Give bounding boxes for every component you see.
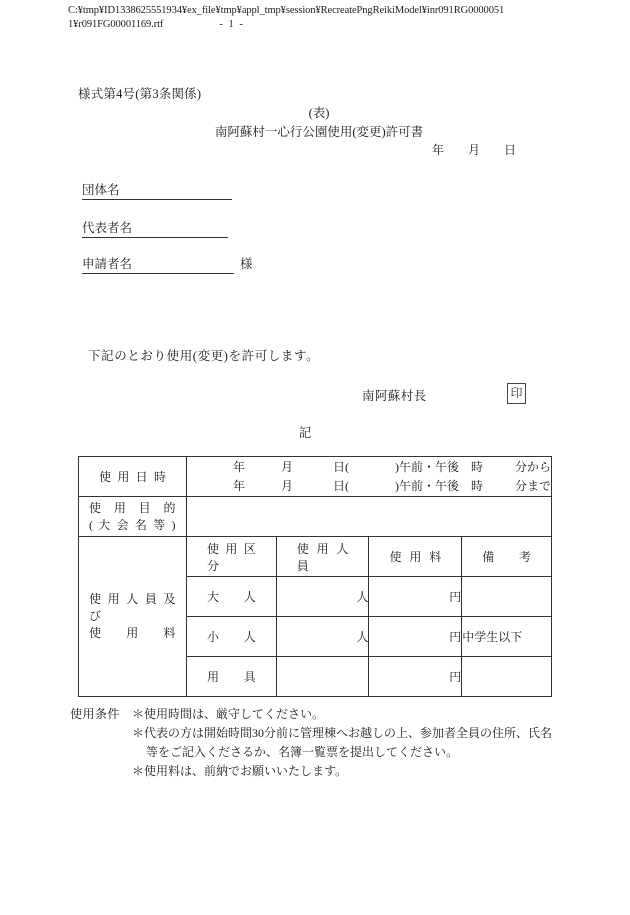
dt1-month: 月 xyxy=(280,459,293,474)
condition-item-3: 等をご記入くださるか、名簿一覧票を提出してください。 xyxy=(146,745,459,759)
dt2-day: 日( xyxy=(332,478,349,493)
cell-purpose-value[interactable] xyxy=(186,497,551,537)
date-header-year: 年 xyxy=(432,143,445,157)
condition-row-2 xyxy=(70,724,590,743)
cell-remarks-adult[interactable] xyxy=(462,577,552,617)
date-header-day: 日 xyxy=(504,143,517,157)
dt2-ampm: )午前・午後 xyxy=(394,478,459,493)
condition-item-2: ＊代表の方は開始時間30分前に管理棟へお越しの上、参加者全員の住所、氏名 xyxy=(132,726,553,740)
table-row-fee-header xyxy=(79,537,552,577)
cell-datetime-value[interactable] xyxy=(186,457,551,497)
cell-people-equipment[interactable] xyxy=(276,657,369,697)
purpose-label-line-1: 使 用 目 的 xyxy=(89,500,176,515)
applicant-name-input[interactable] xyxy=(82,254,234,274)
file-path-line-2-text: 1¥r091FG00001169.rtf xyxy=(68,19,164,30)
ki-marker xyxy=(0,423,630,441)
field-representative-name xyxy=(82,218,228,238)
dt1-ampm: )午前・午後 xyxy=(394,459,459,474)
form-subtitle-text: (表) xyxy=(308,106,330,120)
datetime-label-text: 使 用 日 時 xyxy=(99,470,166,484)
cell-people-fee-label xyxy=(79,537,187,697)
condition-item-1: ＊使用時間は、厳守してください。 xyxy=(132,707,325,721)
condition-row-1 xyxy=(70,705,590,724)
column-header-fee xyxy=(369,537,462,577)
purpose-label-line-2: ( 大 会 名 等 ) xyxy=(89,517,176,532)
people-fee-label-line-2: 使 用 料 xyxy=(89,626,176,640)
group-name-input[interactable] xyxy=(82,180,232,200)
dt1-day: 日( xyxy=(332,459,349,474)
cell-kubun-adult-text: 大 人 xyxy=(206,590,256,604)
cell-fee-equipment[interactable]: 円 xyxy=(369,657,462,697)
cell-kubun-equipment xyxy=(186,657,276,697)
date-header-month: 月 xyxy=(468,143,481,157)
column-header-remarks-text: 備 考 xyxy=(482,550,531,564)
field-applicant-name xyxy=(82,254,253,274)
field-group-name xyxy=(82,180,232,200)
file-path-line-2 xyxy=(68,18,584,32)
cell-remarks-equipment[interactable] xyxy=(462,657,552,697)
permission-statement: 下記のとおり使用(変更)を許可します。 xyxy=(88,349,320,363)
applicant-name-label: 申請者名 xyxy=(82,257,133,271)
datetime-line-2 xyxy=(187,477,551,496)
cell-fee-adult[interactable]: 円 xyxy=(369,577,462,617)
cell-people-child[interactable]: 人 xyxy=(276,617,369,657)
date-header xyxy=(432,141,516,158)
dt2-year: 年 xyxy=(232,478,245,493)
form-subtitle xyxy=(0,103,630,121)
dt2-minute: 分まで xyxy=(514,478,551,493)
cell-fee-child[interactable]: 円 xyxy=(369,617,462,657)
column-header-kubun xyxy=(186,537,276,577)
usage-conditions xyxy=(70,705,590,781)
condition-row-4 xyxy=(70,762,590,781)
cell-kubun-child-text: 小 人 xyxy=(206,630,256,644)
page-number: - 1 - xyxy=(219,19,245,30)
cell-people-adult[interactable]: 人 xyxy=(276,577,369,617)
representative-name-label: 代表者名 xyxy=(82,221,133,235)
dt2-hour: 時 xyxy=(470,478,483,493)
cell-purpose-label xyxy=(79,497,187,537)
mayor-title: 南阿蘇村長 xyxy=(362,389,427,403)
people-fee-label-line-1: 使 用 人 員 及 び xyxy=(89,592,176,623)
column-header-fee-text: 使 用 料 xyxy=(389,550,442,564)
dt2-month: 月 xyxy=(280,478,293,493)
column-header-people xyxy=(276,537,369,577)
column-header-people-text: 使 用 人 員 xyxy=(296,541,349,573)
condition-item-4: ＊使用料は、前納でお願いいたします。 xyxy=(132,764,348,778)
condition-row-3 xyxy=(70,743,590,762)
file-path-line-1: C:¥tmp¥ID1338625551934¥ex_file¥tmp¥appl_tmp¥session¥RecreatePngReikiModel¥inr091RG0000051 xyxy=(68,5,505,16)
column-header-kubun-text: 使 用 区 分 xyxy=(206,541,256,573)
table-row-datetime xyxy=(79,457,552,497)
form-number: 様式第4号(第3条関係) xyxy=(78,87,202,101)
ki-marker-text: 記 xyxy=(298,426,312,440)
cell-kubun-equipment-text: 用 具 xyxy=(206,670,256,684)
seal-stamp-icon: 印 xyxy=(507,383,526,404)
file-path-header xyxy=(68,4,584,32)
cell-kubun-adult xyxy=(186,577,276,617)
dt1-minute: 分から xyxy=(514,459,551,474)
cell-remarks-child: 中学生以下 xyxy=(462,617,552,657)
cell-kubun-child xyxy=(186,617,276,657)
dt1-year: 年 xyxy=(232,459,245,474)
datetime-line-1 xyxy=(187,458,551,477)
cell-datetime-label xyxy=(79,457,187,497)
page-title xyxy=(0,122,630,140)
usage-details-table xyxy=(78,456,552,697)
page-title-text: 南阿蘇村一心行公園使用(変更)許可書 xyxy=(214,125,424,139)
table-row-purpose xyxy=(79,497,552,537)
usage-conditions-title: 使用条件 xyxy=(70,707,121,721)
dt1-hour: 時 xyxy=(470,459,483,474)
column-header-remarks xyxy=(462,537,552,577)
group-name-label: 団体名 xyxy=(82,183,120,197)
representative-name-input[interactable] xyxy=(82,218,228,238)
applicant-honorific: 様 xyxy=(240,257,253,271)
